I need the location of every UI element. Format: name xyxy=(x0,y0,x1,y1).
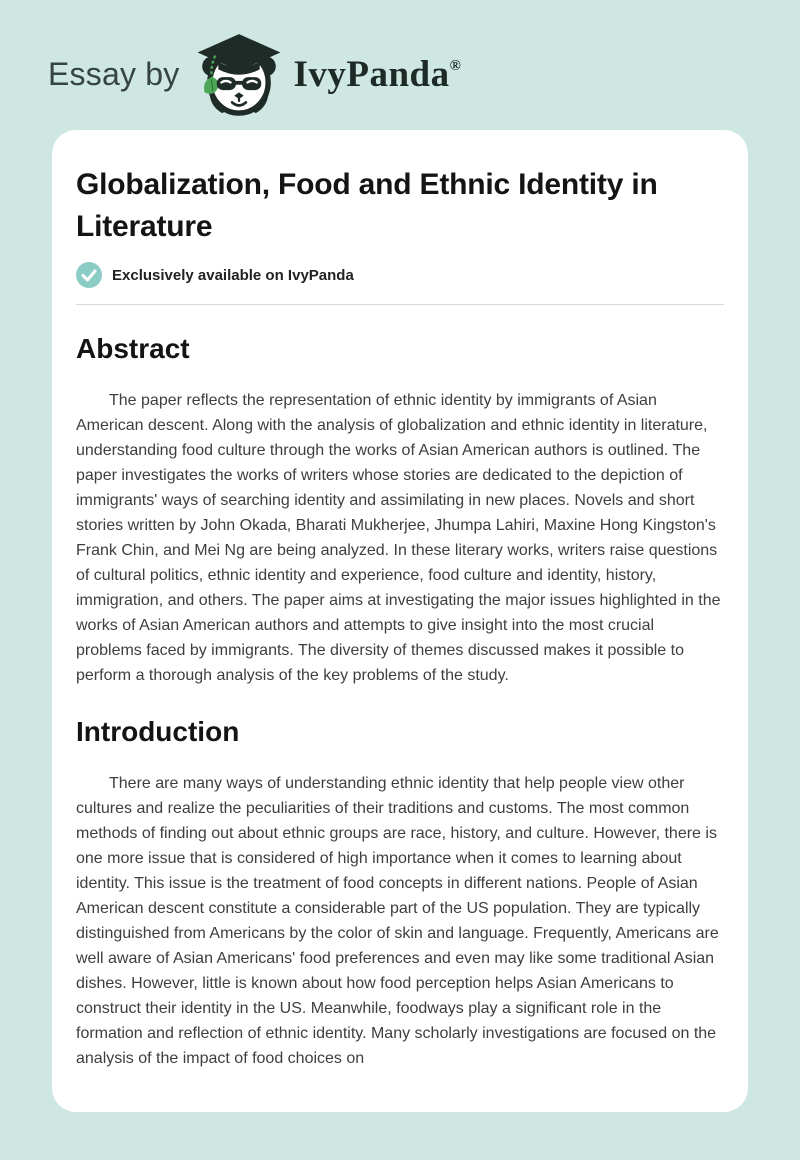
abstract-paragraph: The paper reflects the representation of ethnic identity by immigrants of Asian American descent. Along with the analysis of globalization and ethnic identity in literature, understanding food culture through the works of Asian American authors is outlined. The paper investigates the works of writers whose stories are dedicated to the depiction of immigrants' ways of searching identity and assimilating in new places. Novels and short stories written by John Okada, Bharati Mukherjee, Jhumpa Lahiri, Maxine Hong Kingston's Frank Chin, and Mei Ng are being analyzed. In these literary works, writers raise questions of cultural politics, ethnic identity and experience, food culture and identity, history, immigration, and others. The paper aims at investigating the major issues highlighted in the works of Asian American authors and attempts to give insight into the most crucial problems faced by immigrants. The diversity of themes discussed makes it possible to perform a thorough analysis of the key problems of the study. xyxy=(76,392,721,684)
ivypanda-home-link[interactable] xyxy=(193,31,461,117)
panda-graduate-logo-icon xyxy=(193,31,285,117)
section-abstract xyxy=(76,332,724,688)
brand-name xyxy=(293,53,461,96)
essay-title: Globalization, Food and Ethnic Identity in Literature xyxy=(76,168,658,243)
introduction-paragraph: There are many ways of understanding ethnic identity that help people view other cultures and realize the peculiarities of their traditions and customs. The most common methods of finding out about ethnic groups are race, history, and culture. However, there is one more issue that is considered of high importance when it comes to learning about identity. This issue is the treatment of food concepts in different nations. People of Asian American descent constitute a considerable part of the US population. They are typically distinguished from Americans by the color of skin and language. Frequently, Americans are well aware of Asian Americans' food preferences and even may like some traditional Asian dishes. However, little is known about how food perception helps Asian Americans to construct their identity in the US. Meanwhile, foodways play a significant role in the formation and reflection of ethnic identity. Many scholarly investigations are focused on the analysis of the impact of food choices on xyxy=(76,775,719,1067)
abstract-heading: Abstract xyxy=(76,333,190,364)
site-header xyxy=(0,0,800,122)
divider xyxy=(76,304,724,305)
section-introduction xyxy=(76,715,724,1071)
checkmark-icon xyxy=(76,262,102,288)
introduction-heading: Introduction xyxy=(76,716,240,747)
essay-by-label: Essay by xyxy=(48,55,180,92)
registered-mark: ® xyxy=(449,57,462,74)
brand-word: IvyPanda xyxy=(293,53,450,95)
essay-card xyxy=(52,130,748,1112)
exclusive-badge-label: Exclusively available on IvyPanda xyxy=(112,266,354,284)
exclusive-badge xyxy=(76,262,724,288)
